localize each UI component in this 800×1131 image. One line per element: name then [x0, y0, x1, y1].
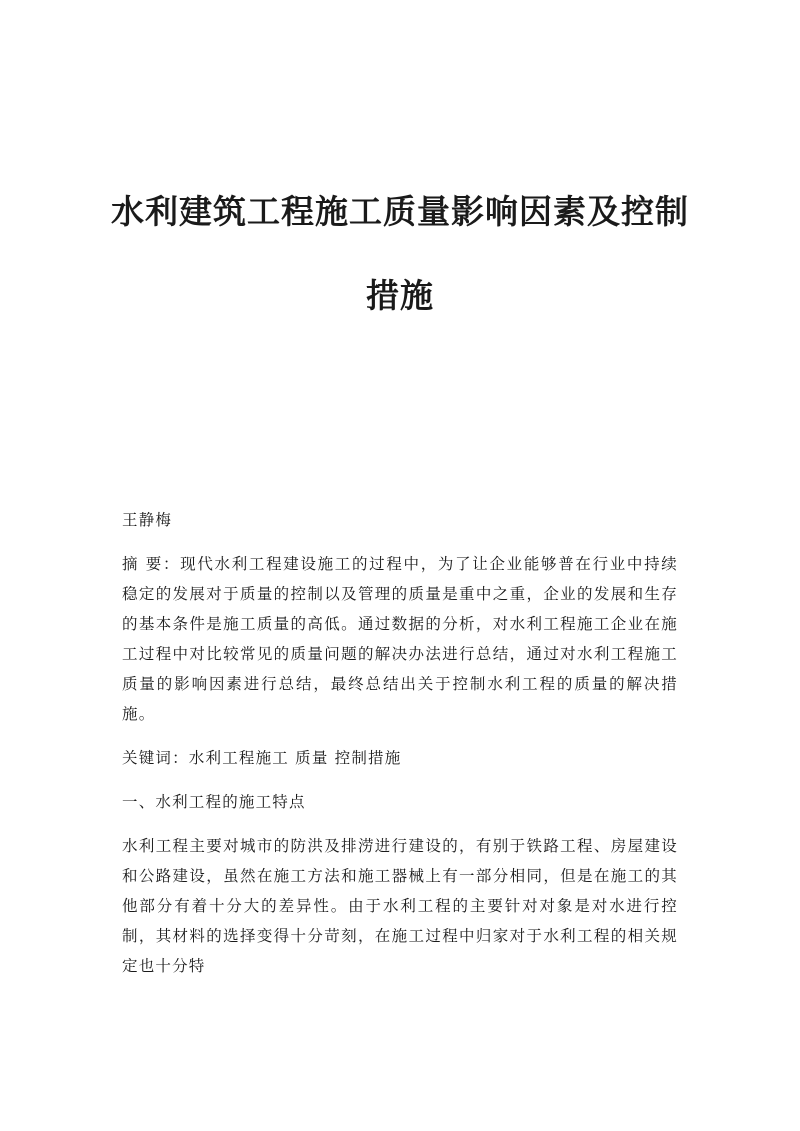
document-title-line-2: 措施 — [366, 276, 434, 315]
abstract-paragraph: 摘 要：现代水利工程建设施工的过程中，为了让企业能够普在行业中持续稳定的发展对于质量的控制以及管理的质量是重中之重，企业的发展和生存的基本条件是施工质量的高低。通过数据的分析，对水利工程施工企业在施工过程中对比较常见的质量问题的解决办法进行总结，通过对水利工程施工质量的影响因素进行总结，最终总结出关于控制水利工程的质量的解决措施。 — [122, 555, 678, 723]
keywords-line: 关键词：水利工程施工 质量 控制措施 — [122, 749, 402, 767]
section-heading: 一、水利工程的施工特点 — [122, 793, 306, 811]
document-title-line-1: 水利建筑工程施工质量影响因素及控制 — [111, 192, 689, 231]
document-body — [122, 505, 678, 995]
author-name: 王静梅 — [122, 511, 173, 529]
section-paragraph: 水利工程主要对城市的防洪及排涝进行建设的，有别于铁路工程、房屋建设和公路建设，虽然在施工方法和施工器械上有一部分相同，但是在施工的其他部分有着十分大的差异性。由于水利工程的主要针对对象是对水进行控制，其材料的选择变得十分苛刻，在施工过程中归家对于水利工程的相关规定也十分特 — [122, 837, 678, 975]
